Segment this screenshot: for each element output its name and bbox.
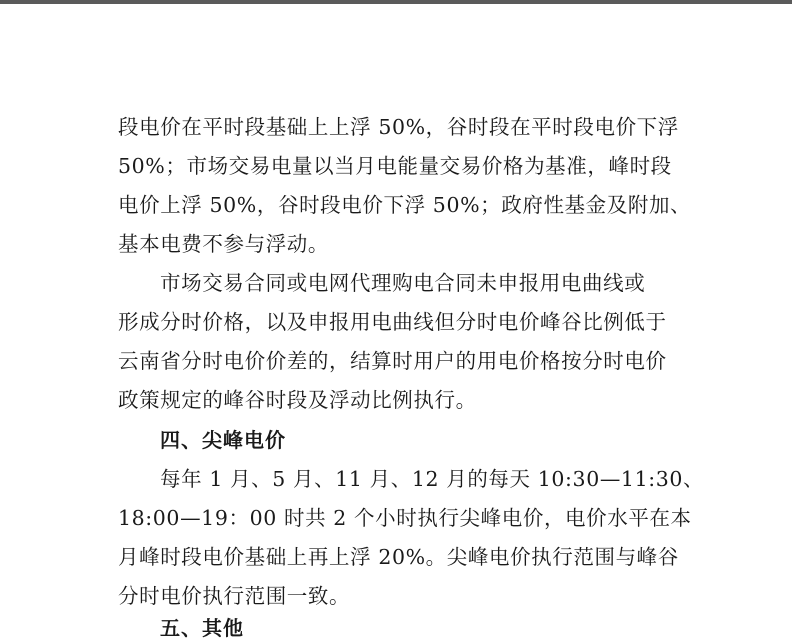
section-5-heading: 五、其他 [160, 616, 244, 640]
section-4-heading: 四、尖峰电价 [160, 428, 286, 452]
paragraph-3-line-2: 18:00—19：00 时共 2 个小时执行尖峰电价，电价水平在本 [118, 506, 692, 530]
paragraph-1-line-4: 基本电费不参与浮动。 [118, 232, 329, 256]
paragraph-3-line-3: 月峰时段电价基础上再上浮 20%。尖峰电价执行范围与峰谷 [118, 545, 679, 569]
paragraph-1-line-1: 段电价在平时段基础上上浮 50%，谷时段在平时段电价下浮 [118, 115, 679, 139]
paragraph-2-line-1: 市场交易合同或电网代理购电合同未申报用电曲线或 [160, 271, 646, 295]
paragraph-2-line-4: 政策规定的峰谷时段及浮动比例执行。 [118, 388, 477, 412]
paragraph-3-line-4: 分时电价执行范围一致。 [118, 584, 351, 608]
document-page [0, 4, 792, 640]
paragraph-1-line-3: 电价上浮 50%，谷时段电价下浮 50%；政府性基金及附加、 [118, 193, 692, 217]
paragraph-2-line-3: 云南省分时电价价差的，结算时用户的用电价格按分时电价 [118, 349, 667, 373]
paragraph-1-line-2: 50%；市场交易电量以当月电能量交易价格为基准，峰时段 [118, 154, 672, 178]
paragraph-2-line-2: 形成分时价格，以及申报用电曲线但分时电价峰谷比例低于 [118, 310, 667, 334]
paragraph-3-line-1: 每年 1 月、5 月、11 月、12 月的每天 10:30—11:30、 [160, 467, 705, 491]
